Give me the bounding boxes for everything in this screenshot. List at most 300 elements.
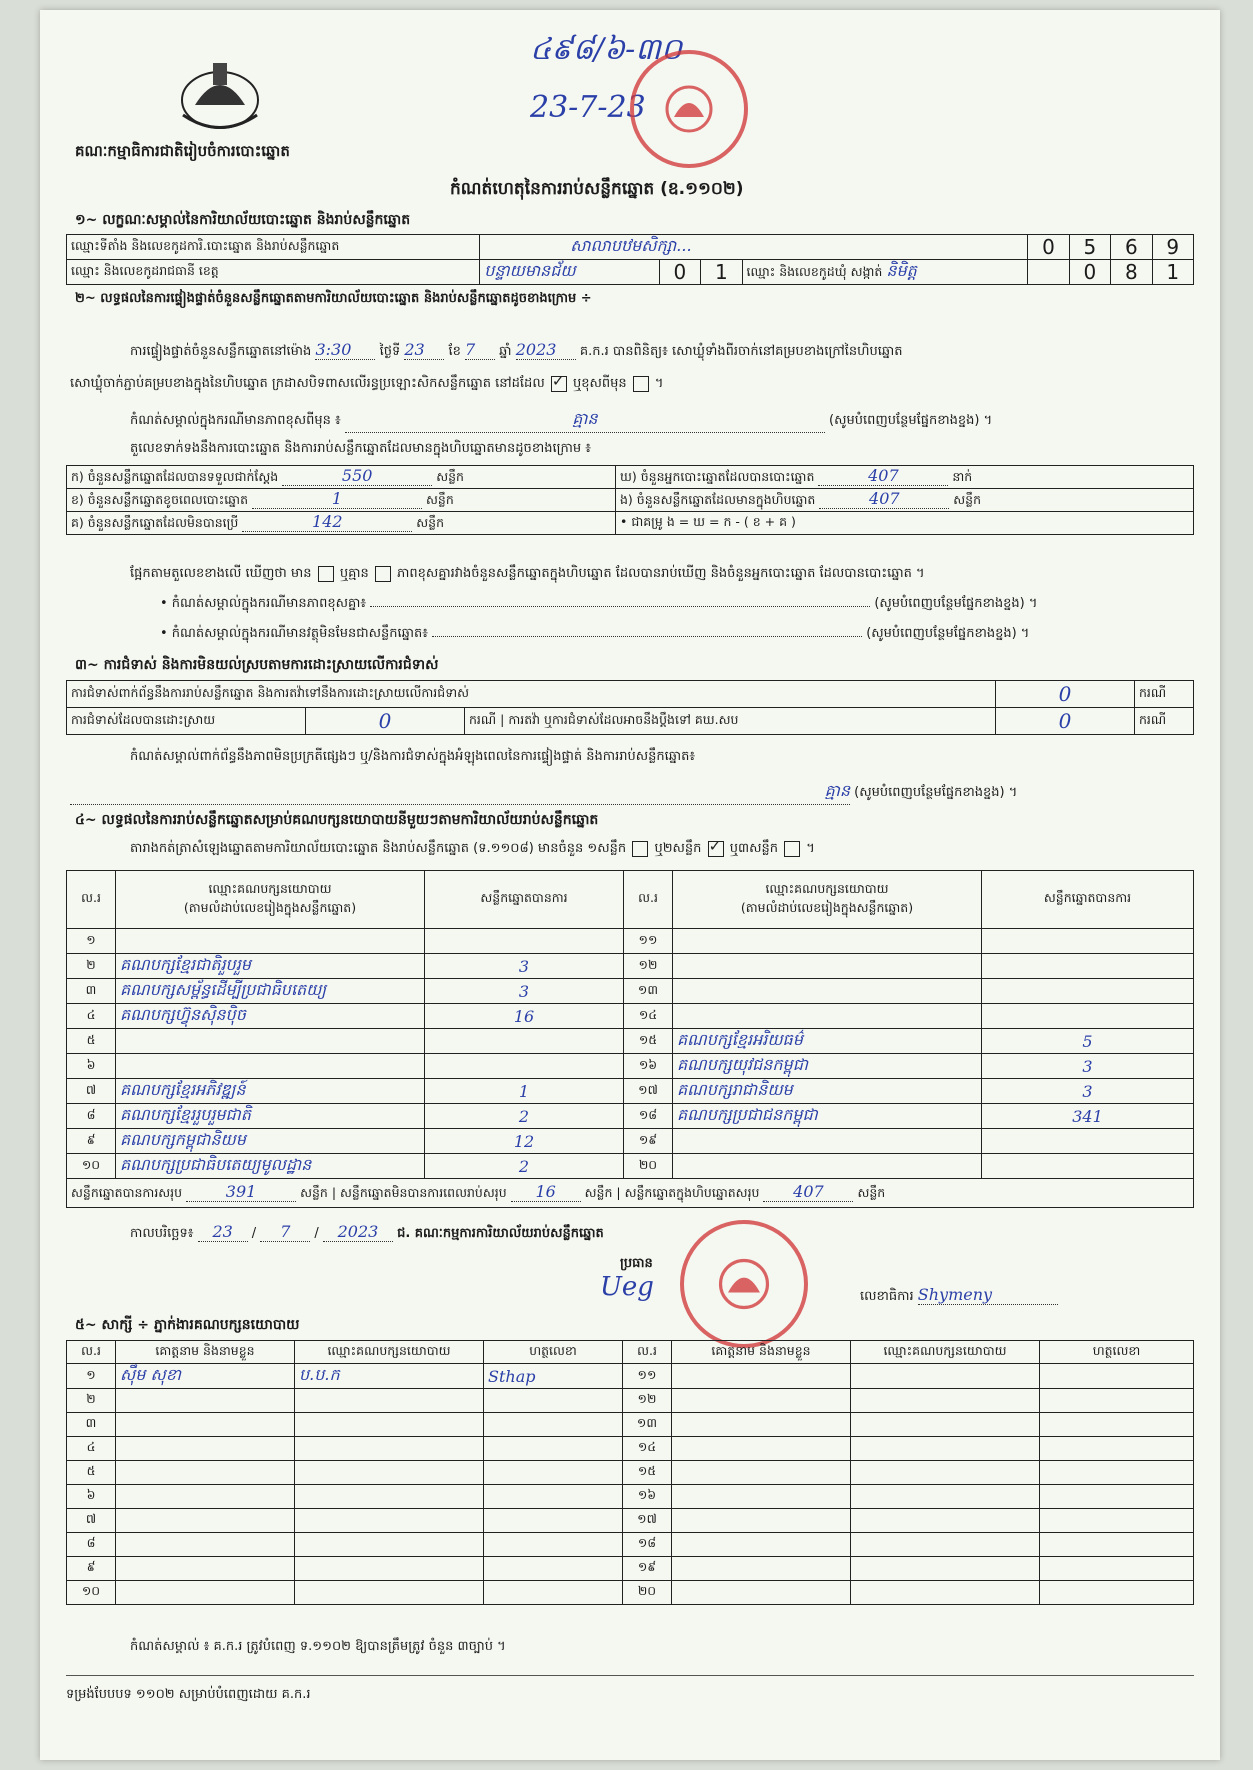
voters-label: ឃ) ចំនួនអ្នកបោះឆ្នោតដែលបានបោះឆ្នោត (620, 469, 815, 484)
results-no: ១១ (624, 929, 673, 954)
witness-table (66, 1340, 1194, 1605)
stamp-emblem-icon (712, 1252, 776, 1316)
results-party: គណបក្សខ្មែរអភិវឌ្ឍន៍ (116, 1079, 425, 1104)
section-5-title: ៥~ សាក្សី ÷ ភ្នាក់ងារគណបក្សនយោបាយ (75, 1317, 300, 1333)
witness-signature (484, 1413, 623, 1437)
results-no: ១៣ (624, 979, 673, 1004)
box-label: ង) ចំនួនសន្លឹកឆ្នោតដែលមានក្នុងហិបឆ្នោត (620, 492, 816, 507)
voters-cell (616, 466, 1194, 489)
results-party (673, 1154, 982, 1179)
results-votes (425, 1029, 624, 1054)
witness-no: ១១ (623, 1364, 672, 1389)
witness-name (116, 1485, 295, 1509)
witness-party (851, 1461, 1040, 1485)
witness-col-sign-right: ហត្ថលេខា (1040, 1341, 1194, 1364)
results-votes: 3 (982, 1079, 1194, 1104)
received-label: ក) ចំនួនសន្លឹកឆ្នោតដែលបានទទួលជាក់ស្តែង (71, 469, 279, 484)
section-4-title: ៤~ លទ្ធផលនៃការរាប់សន្លឹកឆ្នោតសម្រាប់គណបក្សនយោបាយនីមួយៗតាមការិយាល័យរាប់សន្លឹកឆ្នោត (75, 812, 599, 828)
official-stamp-bottom (680, 1220, 808, 1348)
witness-signature (1040, 1389, 1194, 1413)
date-month: 7 (260, 1222, 310, 1242)
witness-party (851, 1389, 1040, 1413)
verify-time-label: ការផ្ទៀងផ្ទាត់ចំនួនសន្លឹកឆ្នោតនៅម៉ោង (130, 344, 312, 359)
spoiled-unit: សន្លឹក (425, 492, 454, 507)
total-invalid-unit: សន្លឹក (584, 1185, 613, 1200)
results-party: គណបក្សប្រជាធិបតេយ្យមូលដ្ឋាន (116, 1154, 425, 1179)
diff-note-line (130, 408, 992, 433)
discrepancy-no-checkbox[interactable] (375, 566, 391, 582)
resolved-label: ការជំទាស់ដែលបានដោះស្រាយ (67, 708, 306, 735)
unused-unit: សន្លឹក (416, 515, 445, 530)
results-no: ៦ (67, 1054, 116, 1079)
results-row (67, 1004, 1194, 1029)
appeal-label: ការតវ៉ា ឬការជំទាស់ដែលអាចនឹងប្តឹងទៅ គឃ.សប (508, 711, 739, 727)
witness-name (672, 1461, 851, 1485)
witness-body (67, 1364, 1194, 1605)
unused-ballots-cell (67, 512, 616, 535)
results-party: គណបក្សសម្ព័ន្ធដើម្បីប្រជាធិបតេយ្យ (116, 979, 425, 1004)
verification-line-1 (130, 340, 903, 362)
witness-name (116, 1581, 295, 1605)
commune-code-spacer (1028, 260, 1069, 285)
witness-no: ២ (67, 1389, 116, 1413)
results-votes (425, 1054, 624, 1079)
results-row (67, 929, 1194, 954)
diff-note-fill-back: (សូមបំពេញបន្ថែមផ្នែកខាងខ្នង) ។ (829, 413, 993, 428)
witness-party (851, 1485, 1040, 1509)
discrepancy-note-blank (370, 606, 870, 607)
witness-party (851, 1437, 1040, 1461)
two-sheet-checkbox[interactable] (708, 841, 724, 857)
witness-signature (484, 1581, 623, 1605)
witness-name (116, 1557, 295, 1581)
witness-name (672, 1581, 851, 1605)
witness-no: ២០ (623, 1581, 672, 1605)
witness-party (295, 1461, 484, 1485)
results-col-party-left (116, 871, 425, 929)
results-row (67, 1129, 1194, 1154)
results-party (673, 1004, 982, 1029)
results-votes: 3 (425, 954, 624, 979)
results-totals-row: សន្លឹកឆ្នោតបានការសរុប 391 សន្លឹក | សន្លឹកឆ្នោតមិនបានការពេលរាប់សរុប 16 សន្លឹក | សន្លឹកឆ្នោតក្នុងហិបឆ្នោតសរុប 407 សន្លឹក (67, 1179, 1194, 1208)
verification-line-2: សោឃ្លុំចាក់ភ្ជាប់គម្របខាងក្នុងនៃហិបឆ្នោត ក្រដាសបិទពាសលើរន្ធប្រឡោះសិកសន្លឹកឆ្នោត នៅដដែល ✓ ឬខុសពីមុន ។ (70, 375, 663, 394)
results-body (67, 929, 1194, 1179)
province-value: បន្ទាយមានជ័យ (480, 260, 660, 285)
province-label: ឈ្មោះ និងលេខកូដរាជធានី ខេត្ត (67, 260, 480, 285)
resolved-number: 0 (378, 709, 392, 733)
witness-no: ៥ (67, 1461, 116, 1485)
witness-row (67, 1485, 1194, 1509)
location-code-1: 0 (1028, 235, 1069, 260)
witness-name (672, 1557, 851, 1581)
form-title: កំណត់ហេតុនៃការរាប់សន្លឹកឆ្នោត (ឧ.១១០២) (450, 179, 744, 199)
results-votes: 1 (425, 1079, 624, 1104)
verify-day-label: ថ្ងៃទី (379, 344, 401, 359)
witness-signature (484, 1557, 623, 1581)
results-party (673, 954, 982, 979)
witness-party (851, 1557, 1040, 1581)
witness-party (295, 1533, 484, 1557)
footer-divider (66, 1675, 1194, 1676)
witness-no: ៤ (67, 1437, 116, 1461)
total-invalid-value: 16 (511, 1182, 581, 1202)
witness-name (116, 1533, 295, 1557)
location-value: សាលាបឋមសិក្សា... (480, 235, 1028, 260)
received-ballots-cell (67, 466, 616, 489)
received-value: 550 (282, 466, 432, 486)
results-no: ៩ (67, 1129, 116, 1154)
date-day: 23 (198, 1222, 248, 1242)
irregularity-note-line (70, 780, 1017, 805)
witness-party (295, 1557, 484, 1581)
witness-signature (1040, 1485, 1194, 1509)
witness-row (67, 1533, 1194, 1557)
box-unit: សន្លឹក (953, 492, 982, 507)
results-no: ១៩ (624, 1129, 673, 1154)
witness-no: ៨ (67, 1533, 116, 1557)
witness-row (67, 1364, 1194, 1389)
discrepancy-no-label: ឬគ្មាន (339, 566, 369, 581)
witness-party (295, 1389, 484, 1413)
results-votes (982, 1154, 1194, 1179)
witness-signature (1040, 1413, 1194, 1437)
results-votes: 2 (425, 1154, 624, 1179)
results-no: ១៨ (624, 1104, 673, 1129)
results-votes: 5 (982, 1029, 1194, 1054)
box-value: 407 (819, 489, 949, 509)
witness-signature (1040, 1581, 1194, 1605)
results-row (67, 1079, 1194, 1104)
official-stamp-top (630, 50, 748, 168)
irregularity-note: កំណត់សម្គាល់ពាក់ព័ន្ធនឹងភាពមិនប្រក្រតីផ្សេងៗ ឬ/និងការជំទាស់ក្នុងអំឡុងពេលនៃការផ្ទៀងផ្ទាត់ និងការរាប់សន្លឹកឆ្នោត៖ (130, 749, 696, 764)
witness-name: ស៊ឹម សុខា (116, 1364, 295, 1389)
witness-signature (1040, 1533, 1194, 1557)
three-sheet-label: ឬ៣សន្លឹក (729, 841, 778, 856)
discrepancy-text: ភាពខុសគ្នារវាងចំនួនសន្លឹកឆ្នោតក្នុងហិបឆ្នោត ដែលបានរាប់ឃើញ និងចំនួនអ្នកបោះឆ្នោត ដែលបានបោះឆ្នោត ។ (397, 566, 925, 581)
results-col-votes-right: សន្លឹកឆ្នោតបានការ (982, 871, 1194, 929)
total-box-value: 407 (763, 1182, 853, 1202)
secretary-label: លេខាធិការ (860, 1289, 914, 1304)
witness-no: ១០ (67, 1581, 116, 1605)
witness-name (116, 1461, 295, 1485)
results-no: ៨ (67, 1104, 116, 1129)
results-row (67, 954, 1194, 979)
witness-signature (484, 1509, 623, 1533)
resolved-unit: ករណី (469, 711, 497, 727)
witness-name (672, 1364, 851, 1389)
total-valid-value: 391 (186, 1182, 296, 1202)
results-party (116, 1054, 425, 1079)
three-sheet-checkbox[interactable] (784, 841, 800, 857)
witness-signature (1040, 1509, 1194, 1533)
location-code-4: 9 (1152, 235, 1193, 260)
footer-note: កំណត់សម្គាល់ ៖ គ.ក.រ ត្រូវបំពេញ ទ.១១០២ ឱ្យបានត្រឹមត្រូវ ចំនួន ៣ច្បាប់ ។ (130, 1639, 506, 1654)
witness-party (851, 1509, 1040, 1533)
witness-col-party-right: ឈ្មោះគណបក្សនយោបាយ (851, 1341, 1040, 1364)
discrepancy-note-label: • កំណត់សម្គាល់ក្នុងករណីមានភាពខុសគ្នា៖ (160, 596, 367, 611)
verify-month: 7 (465, 340, 495, 360)
witness-party (851, 1413, 1040, 1437)
results-votes (982, 929, 1194, 954)
witness-signature (1040, 1461, 1194, 1485)
unused-label: គ) ចំនួនសន្លឹកឆ្នោតដែលមិនបានប្រើ (71, 515, 239, 530)
witness-no: ១៤ (623, 1437, 672, 1461)
appeal-unit: ករណី (1135, 708, 1194, 735)
section-3-table (66, 680, 1194, 735)
secretary-name: Shymeny (918, 1285, 1058, 1305)
verify-time: 3:30 (315, 340, 375, 360)
discrepancy-note (160, 595, 1037, 614)
results-row (67, 1154, 1194, 1179)
witness-signature (484, 1389, 623, 1413)
results-votes (982, 979, 1194, 1004)
results-votes: 16 (425, 1004, 624, 1029)
results-no: ១៦ (624, 1054, 673, 1079)
witness-signature (1040, 1557, 1194, 1581)
witness-party (295, 1485, 484, 1509)
verify-year-label: ឆ្នាំ (499, 344, 512, 359)
witness-signature (484, 1437, 623, 1461)
section-2-title: ២~ លទ្ធផលនៃការផ្ទៀងផ្ទាត់ចំនួនសន្លឹកឆ្នោតតាមការិយាល័យបោះឆ្នោត និងរាប់សន្លឹកឆ្នោតដូចខាងក្រោម ÷ (75, 291, 592, 306)
commune-value: និមិត្ត (886, 261, 917, 280)
results-votes: 2 (425, 1104, 624, 1129)
results-col-party-right-sub: (តាមលំដាប់លេខរៀងក្នុងសន្លឹកឆ្នោត) (740, 899, 914, 915)
figures-table (66, 465, 1194, 535)
results-row (67, 1054, 1194, 1079)
section-1-title: ១~ លក្ខណៈសម្គាល់នៃការិយាល័យបោះឆ្នោត និងរាប់សន្លឹកឆ្នោត (75, 212, 411, 228)
total-valid-label: សន្លឹកឆ្នោតបានការសរុប (71, 1185, 183, 1200)
witness-name (116, 1437, 295, 1461)
date-line: កាលបរិច្ឆេទ៖ 23 / 7 / 2023 ជ. គណៈកម្មការការិយាល័យរាប់សន្លឹកឆ្នោត (130, 1222, 604, 1241)
results-party (673, 1129, 982, 1154)
results-no: ៥ (67, 1029, 116, 1054)
witness-party (851, 1581, 1040, 1605)
results-party: គណបក្សខ្មែររួបរួមជាតិ (116, 1104, 425, 1129)
received-unit: សន្លឹក (436, 469, 464, 484)
results-party: គណបក្សយុវជនកម្ពុជា (673, 1054, 982, 1079)
results-no: ១០ (67, 1154, 116, 1179)
section-1-table (66, 234, 1194, 285)
one-sheet-checkbox[interactable] (632, 841, 648, 857)
results-party (116, 929, 425, 954)
org-name: គណៈកម្មាធិការជាតិរៀបចំការបោះឆ្នោត (75, 142, 290, 160)
results-row (67, 1029, 1194, 1054)
results-votes: 12 (425, 1129, 624, 1154)
document-page (40, 10, 1220, 1760)
province-code-2: 1 (701, 260, 742, 285)
foreign-object-fill-back: (សូមបំពេញបន្ថែមផ្នែកខាងខ្នង) ។ (866, 626, 1030, 641)
witness-col-sign-left: ហត្ថលេខា (484, 1341, 623, 1364)
results-no: ១៧ (624, 1079, 673, 1104)
results-no: ៧ (67, 1079, 116, 1104)
objection-unit: ករណី (1135, 681, 1194, 708)
witness-col-party-left: ឈ្មោះគណបក្សនយោបាយ (295, 1341, 484, 1364)
objection-value: 0 (996, 681, 1135, 708)
witness-name (672, 1437, 851, 1461)
discrepancy-has-label: ផ្អែកតាមតួលេខខាងលើ ឃើញថា មាន (130, 566, 312, 581)
results-party (673, 979, 982, 1004)
verify-day: 23 (404, 340, 444, 360)
verify-text: គ.ក.រ បានពិនិត្យ៖ សោឃ្លុំទាំងពីរចាក់នៅគម្របខាងក្រៅនៃហិបឆ្នោត (579, 344, 903, 359)
commission-title: ជ. គណៈកម្មការការិយាល័យរាប់សន្លឹកឆ្នោត (397, 1226, 604, 1241)
tally-sheet-text: តារាងកត់ត្រាសំឡេងឆ្នោតតាមការិយាល័យបោះឆ្នោត និងរាប់សន្លឹកឆ្នោត (ទ.១១០៨) មានចំនួន ១សន្លឹក (130, 841, 627, 856)
results-party: គណបក្សប្រជាជនកម្ពុជា (673, 1104, 982, 1129)
results-table (66, 870, 1194, 1208)
witness-row (67, 1461, 1194, 1485)
results-col-party-left-title: ឈ្មោះគណបក្សនយោបាយ (208, 880, 332, 896)
witness-name (672, 1485, 851, 1509)
witness-signature (1040, 1364, 1194, 1389)
unused-value: 142 (242, 512, 412, 532)
witness-col-no-right: ល.រ (623, 1341, 672, 1364)
commune-label (742, 260, 1028, 285)
irregularity-fill-back: (សូមបំពេញបន្ថែមផ្នែកខាងខ្នង) ។ (854, 785, 1018, 800)
verify-year: 2023 (516, 340, 576, 360)
foreign-object-blank (432, 636, 862, 637)
spoiled-label: ខ) ចំនួនសន្លឹកឆ្នោតខូចពេលបោះឆ្នោត (71, 492, 249, 507)
witness-party (295, 1437, 484, 1461)
results-no: ២ (67, 954, 116, 979)
witness-party (295, 1509, 484, 1533)
witness-row (67, 1557, 1194, 1581)
results-col-party-left-sub: (តាមលំដាប់លេខរៀងក្នុងសន្លឹកឆ្នោត) (183, 899, 357, 915)
results-votes (425, 929, 624, 954)
witness-no: ១ (67, 1364, 116, 1389)
witness-name (672, 1509, 851, 1533)
secretary-line (860, 1285, 1058, 1307)
results-no: ១ (67, 929, 116, 954)
results-row (67, 1104, 1194, 1129)
discrepancy-yes-checkbox[interactable] (318, 566, 334, 582)
seal-text: សោឃ្លុំចាក់ភ្ជាប់គម្របខាងក្នុងនៃហិបឆ្នោត ក្រដាសបិទពាសលើរន្ធប្រឡោះសិកសន្លឹកឆ្នោត នៅដដែល (70, 376, 545, 391)
witness-no: ១២ (623, 1389, 672, 1413)
results-no: ១៤ (624, 1004, 673, 1029)
changed-checkbox[interactable] (633, 376, 649, 392)
witness-signature: Sthap (484, 1364, 623, 1389)
stamp-emblem-icon (659, 79, 719, 139)
results-party: គណបក្សខ្មែរជាតិរួបរួម (116, 954, 425, 979)
results-votes: 3 (982, 1054, 1194, 1079)
witness-no: ១៧ (623, 1509, 672, 1533)
date-label: កាលបរិច្ឆេទ៖ (130, 1226, 194, 1241)
witness-row (67, 1437, 1194, 1461)
witness-signature (1040, 1437, 1194, 1461)
foreign-object-label: • កំណត់សម្គាល់ក្នុងករណីមានវត្ថុមិនមែនជាសន្លឹកឆ្នោត៖ (160, 626, 428, 641)
objection-label: ការជំទាស់ពាក់ព័ន្ធនឹងការរាប់សន្លឹកឆ្នោត និងការតវ៉ាទៅនឹងការដោះស្រាយលើការជំទាស់ (67, 681, 996, 708)
witness-row (67, 1509, 1194, 1533)
appeal-value: 0 (996, 708, 1135, 735)
province-code-1: 0 (659, 260, 700, 285)
location-code-2: 5 (1069, 235, 1110, 260)
results-col-votes-left: សន្លឹកឆ្នោតបានការ (425, 871, 624, 929)
witness-no: ៩ (67, 1557, 116, 1581)
results-votes: 341 (982, 1104, 1194, 1129)
witness-no: ១៨ (623, 1533, 672, 1557)
results-party: គណបក្សកម្ពុជានិយម (116, 1129, 425, 1154)
formula-cell: • ជាគម្រូ ង = ឃ = ក - ( ខ + គ ) (616, 512, 1194, 535)
voters-value: 407 (818, 466, 948, 486)
results-no: ៣ (67, 979, 116, 1004)
results-party (673, 929, 982, 954)
witness-party (851, 1533, 1040, 1557)
figures-intro: តួលេខទាក់ទងនឹងការបោះឆ្នោត និងការរាប់សន្លឹកឆ្នោតដែលមានក្នុងហិបឆ្នោតមានដូចខាងក្រោម ៖ (130, 441, 591, 456)
witness-col-no-left: ល.រ (67, 1341, 116, 1364)
results-no: ១៥ (624, 1029, 673, 1054)
box-ballots-cell (616, 489, 1194, 512)
witness-row (67, 1413, 1194, 1437)
witness-no: ៣ (67, 1413, 116, 1437)
verify-month-label: ខែ (448, 344, 461, 359)
foreign-object-note (160, 625, 1029, 644)
witness-name (672, 1389, 851, 1413)
total-box-unit: សន្លឹក (857, 1185, 886, 1200)
witness-no: ៧ (67, 1509, 116, 1533)
total-valid-unit: សន្លឹក (300, 1185, 328, 1200)
appeal-cell: ករណី | ការតវ៉ា ឬការជំទាស់ដែលអាចនឹងប្តឹងទៅ គឃ.សប (465, 708, 996, 735)
spoiled-value: 1 (252, 489, 422, 509)
results-votes: 3 (425, 979, 624, 1004)
results-no: ៤ (67, 1004, 116, 1029)
voters-unit: នាក់ (952, 469, 973, 484)
witness-signature (484, 1461, 623, 1485)
commune-code-2: 8 (1111, 260, 1152, 285)
results-col-party-right (673, 871, 982, 929)
spoiled-ballots-cell (67, 489, 616, 512)
unchanged-checkbox[interactable] (551, 376, 567, 392)
witness-name (672, 1413, 851, 1437)
results-col-no-right: ល.រ (624, 871, 673, 929)
total-invalid-label: សន្លឹកឆ្នោតមិនបានការពេលរាប់សរុប (340, 1185, 507, 1200)
handwritten-date: 23-7-23 (530, 90, 646, 125)
tally-sheet-line: តារាងកត់ត្រាសំឡេងឆ្នោតតាមការិយាល័យបោះឆ្នោត និងរាប់សន្លឹកឆ្នោត (ទ.១១០៨) មានចំនួន ១សន្លឹក ឬ២សន្លឹក ✓ ឬ៣សន្លឹក ។ (130, 840, 815, 859)
commune-code-3: 1 (1152, 260, 1193, 285)
witness-col-name-left: គោត្តនាម និងនាមខ្លួន (116, 1341, 295, 1364)
witness-row (67, 1581, 1194, 1605)
date-year: 2023 (323, 1222, 393, 1242)
discrepancy-note-fill-back: (សូមបំពេញបន្ថែមផ្នែកខាងខ្នង) ។ (874, 596, 1038, 611)
commune-label-text: ឈ្មោះ និងលេខកូដឃុំ សង្កាត់ (746, 264, 883, 279)
witness-signature (484, 1533, 623, 1557)
location-label: ឈ្មោះទីតាំង និងលេខកូដការិ.បោះឆ្នោត និងរាប់សន្លឹកឆ្នោត (67, 235, 480, 260)
witness-no: ១៥ (623, 1461, 672, 1485)
witness-signature (484, 1485, 623, 1509)
results-col-party-right-title: ឈ្មោះគណបក្សនយោបាយ (765, 880, 889, 896)
handwritten-number: ៤៩៨/៦-៣០ (530, 32, 683, 67)
commune-code-1: 0 (1069, 260, 1110, 285)
witness-name (116, 1509, 295, 1533)
diff-note-value: គ្មាន (345, 408, 825, 433)
results-party (116, 1029, 425, 1054)
witness-name (116, 1413, 295, 1437)
results-votes (982, 954, 1194, 979)
results-party: គណបក្សហ៊្វុនស៊ិនប៉ិច (116, 1004, 425, 1029)
resolved-value (306, 708, 465, 735)
witness-no: ១៩ (623, 1557, 672, 1581)
results-no: ២០ (624, 1154, 673, 1179)
witness-party (295, 1581, 484, 1605)
witness-row (67, 1389, 1194, 1413)
results-votes (982, 1004, 1194, 1029)
witness-party: ប.ប.ក (295, 1364, 484, 1389)
witness-col-name-right: គោត្តនាម និងនាមខ្លួន (672, 1341, 851, 1364)
form-footer: ទម្រង់បែបបទ ១១០២ សម្រាប់បំពេញដោយ គ.ក.រ (66, 1687, 311, 1702)
chair-label: ប្រធាន (620, 1256, 653, 1271)
results-row (67, 979, 1194, 1004)
witness-party (295, 1413, 484, 1437)
witness-no: ១៦ (623, 1485, 672, 1509)
two-sheet-label: ឬ២សន្លឹក (654, 841, 702, 856)
witness-no: ៦ (67, 1485, 116, 1509)
